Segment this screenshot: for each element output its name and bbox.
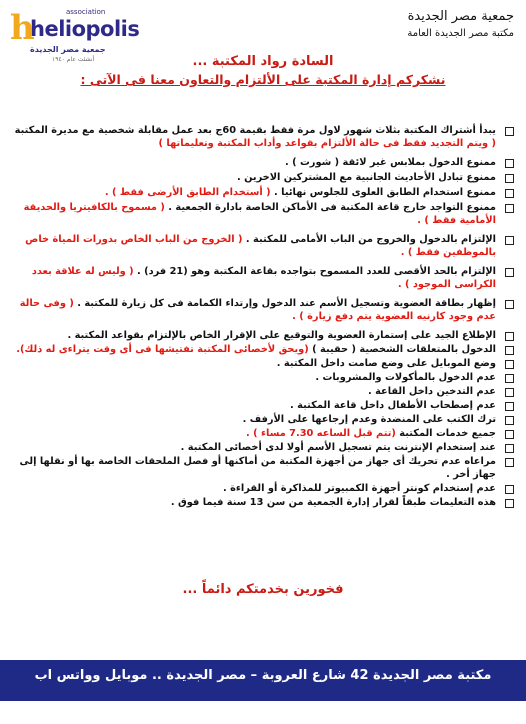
organization-header xyxy=(407,8,514,42)
rule-text: عند إستخدام الإنترنت يتم تسجيل الأسم أولا لدى أخصائى المكتبة . xyxy=(180,442,496,453)
checkbox-bullet-icon xyxy=(505,402,514,411)
checkbox-bullet-icon xyxy=(505,430,514,439)
checkbox-bullet-icon xyxy=(505,332,514,341)
rule-text: ممنوع تبادل الأحاديث الجانبية مع المشتركين الاخرين . xyxy=(236,172,496,183)
rule-text: جميع خدمات المكتبة xyxy=(395,428,496,439)
rule-item xyxy=(8,482,518,495)
rule-item xyxy=(8,329,518,342)
checkbox-bullet-icon xyxy=(505,444,514,453)
checkbox-bullet-icon xyxy=(505,268,514,277)
rule-item xyxy=(8,186,518,199)
rule-item xyxy=(8,399,518,412)
rule-text: عدم الدخول بالمأكولات والمشروبات . xyxy=(315,372,496,383)
checkbox-bullet-icon xyxy=(505,388,514,397)
logo-association-text: association xyxy=(66,8,106,16)
checkbox-bullet-icon xyxy=(505,204,514,213)
thanks-heading: نشكركم إدارة المكتبة على الألتزام والتعاون معنا فى الآتى : xyxy=(80,72,446,87)
rule-item xyxy=(8,265,518,291)
rule-item xyxy=(8,156,518,169)
rule-item xyxy=(8,297,518,323)
rule-text: هذه التعليمات طبقاً لقرار إدارة الجمعية من سن 13 سنة فيما فوق . xyxy=(170,497,496,508)
checkbox-bullet-icon xyxy=(505,374,514,383)
checkbox-bullet-icon xyxy=(505,360,514,369)
checkbox-bullet-icon xyxy=(505,485,514,494)
rule-item xyxy=(8,171,518,184)
org-name: جمعية مصر الجديدة xyxy=(407,9,514,24)
checkbox-bullet-icon xyxy=(505,499,514,508)
rule-text: عدم إصطحاب الأطفال داخل قاعة المكتبة . xyxy=(290,400,496,411)
rule-item xyxy=(8,413,518,426)
closing-line: فخورين بخدمتكم دائماً ... xyxy=(182,582,344,597)
rule-text: الإطلاع الجيد على إستمارة العضوية والتوقيع على الإقرار الخاص بالإلتزام بقواعد المكتبة . xyxy=(67,330,496,341)
rule-item xyxy=(8,201,518,227)
rule-note: ( ويتم التجديد فقط فى حالة الألتزام بقواعد وأداب المكتبة وتعليماتها ) xyxy=(158,138,496,149)
rule-text: ممنوع الدخول بملابس غير لائقة ( شورت ) . xyxy=(284,157,496,168)
footer-banner: مكتبة مصر الجديدة 42 شارع العروبة – مصر الجديدة .. موبايل وواتس اب 01142464426 xyxy=(0,660,526,701)
checkbox-bullet-icon xyxy=(505,159,514,168)
rule-text: عدم إستخدام كونتر أجهزة الكمبيوتر للمذاكرة أو القراءة . xyxy=(223,483,496,494)
rule-note: (ويحق لأخصائى المكتبة تفتيشها فى أى وقت يتراءى له ذلك). xyxy=(16,344,309,355)
rule-note: ( وليس له علاقة بعدد الكراسى الموجود ) . xyxy=(31,266,496,290)
rule-item xyxy=(8,441,518,454)
checkbox-bullet-icon xyxy=(505,236,514,245)
rule-text: وضع الموبايل على وضع صامت داخل المكتبة . xyxy=(276,358,496,369)
rule-note: ( الخروج من الباب الخاص بدورات المياة خاص بالموظفين فقط ) . xyxy=(25,234,496,258)
rule-note: ( وفى حالة عدم وجود كارنيه العضوية يتم دفع زيارة ) . xyxy=(19,298,496,322)
rule-text: إظهار بطاقة العضوية وتسجيل الأسم عند الدخول وإرتداء الكمامة فى كل زيارة للمكتبة . xyxy=(73,298,496,309)
checkbox-bullet-icon xyxy=(505,346,514,355)
checkbox-bullet-icon xyxy=(505,458,514,467)
rule-item xyxy=(8,496,518,509)
rule-item xyxy=(8,233,518,259)
rule-text: الدخول بالمتعلقات الشخصية ( حقيبة ) xyxy=(308,344,496,355)
rule-text: مراعاه عدم تحريك أى جهاز من أجهزة المكتبة من أماكنها أو فصل الملحقات الخاصة بها أو نقلها إلى جهاز أخر . xyxy=(19,456,496,480)
checkbox-bullet-icon xyxy=(505,174,514,183)
rule-item xyxy=(8,371,518,384)
logo-established: أنشئت عام ١٩٤٠ xyxy=(52,56,95,63)
logo-wordmark: heliopolis xyxy=(30,17,140,41)
rule-text: ممنوع التواجد خارج قاعة المكتبة فى الأماكن الخاصة بادارة الجمعية . xyxy=(164,202,496,213)
rule-item xyxy=(8,357,518,370)
rule-text: يبدأ أشتراك المكتبة بثلاث شهور لاول مرة فقط بقيمة 60ج بعد عمل مقابلة شخصية مع مديرة المكتبة xyxy=(14,125,496,136)
logo-mark: h xyxy=(10,8,35,48)
rule-note: (تتم قبل الساعه 7.30 مساء ) . xyxy=(246,428,396,439)
rule-item xyxy=(8,455,518,481)
rule-text: الإلتزام بالدخول والخروج من الباب الأمامى للمكتبة . xyxy=(242,234,496,245)
library-name: مكتبة مصر الجديدة العامة xyxy=(407,28,514,39)
rule-item xyxy=(8,427,518,440)
rule-note: ( أستخدام الطابق الأرضى فقط ) . xyxy=(104,187,271,198)
checkbox-bullet-icon xyxy=(505,127,514,136)
rule-item xyxy=(8,385,518,398)
checkbox-bullet-icon xyxy=(505,300,514,309)
rule-note: ( مسموح بالكافيتريا والحديقة الأمامية فقط ) . xyxy=(23,202,496,226)
rule-text: ممنوع استخدام الطابق العلوى للجلوس نهائيا . xyxy=(270,187,496,198)
rule-text: عدم التدخين داخل القاعة . xyxy=(367,386,496,397)
greeting: السادة رواد المكتبة ... xyxy=(192,54,334,69)
checkbox-bullet-icon xyxy=(505,416,514,425)
rule-item xyxy=(8,343,518,356)
logo-arabic-name: جمعية مصر الجديدة xyxy=(30,45,106,54)
rule-item xyxy=(8,124,518,150)
rule-text: ترك الكتب على المنضدة وعدم إرجاعها على الأرفف . xyxy=(242,414,496,425)
checkbox-bullet-icon xyxy=(505,189,514,198)
rules-list xyxy=(8,124,518,510)
rule-text: الإلتزام بالحد الأقصى للعدد المسموح بتواجده بقاعة المكتبة وهو (21 فرد) . xyxy=(133,266,496,277)
